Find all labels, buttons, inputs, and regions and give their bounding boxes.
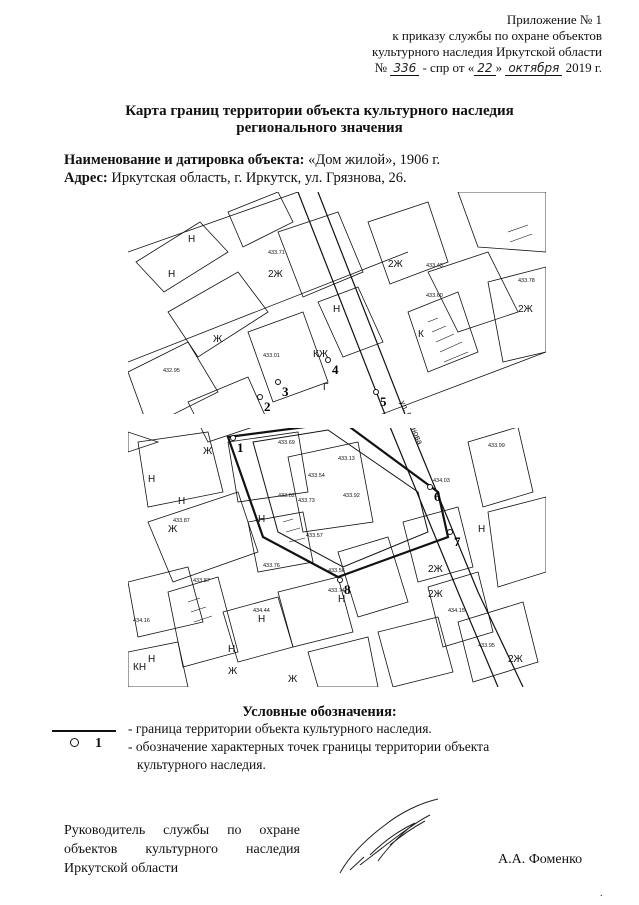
elevation-mark: 433.57 xyxy=(306,533,323,539)
elevation-mark: 433.01 xyxy=(263,353,280,359)
building-label: Ж xyxy=(288,674,298,685)
building-label: Н xyxy=(148,474,156,485)
object-info xyxy=(64,151,440,187)
building-label: Ж xyxy=(168,524,178,535)
heritage-boundary xyxy=(228,422,448,577)
elevation-mark: 433.92 xyxy=(343,493,360,499)
elevation-mark: 433.78 xyxy=(518,278,535,284)
elevation-mark: 433.43 xyxy=(426,263,443,269)
elevation-mark: 433.87 xyxy=(173,518,190,524)
elevation-mark: 434.15 xyxy=(448,608,465,614)
order-date-prefix: - спр от « xyxy=(422,60,475,75)
title-line-1: Карта границ территории объекта культурного наследия xyxy=(125,103,514,119)
document-title xyxy=(0,103,639,137)
order-day-handwritten: 22 xyxy=(474,62,495,76)
building-label: Ж xyxy=(213,334,223,345)
building-label: 2Ж xyxy=(388,259,403,270)
elevation-mark: 433.82 xyxy=(278,493,295,499)
elevation-mark: 433.87 xyxy=(193,578,210,584)
elevation-mark: 433.76 xyxy=(263,563,280,569)
boundary-point-marker xyxy=(448,530,453,535)
appendix-order-ref: к приказу службы по охране объектов xyxy=(392,28,602,43)
signatory-role-line-2: объектов культурного наследия xyxy=(64,842,300,857)
signatory-role xyxy=(64,821,300,878)
elevation-mark: 433.71 xyxy=(268,250,285,256)
legend-item-points-1: - обозначение характерных точек границы территории объекта xyxy=(128,739,490,754)
boundary-point-marker xyxy=(428,485,433,490)
elevation-mark: 434.16 xyxy=(133,618,150,624)
boundary-map xyxy=(128,192,546,687)
signatory-role-line-1: Руководитель службы по охране xyxy=(64,823,300,838)
footer-mark: . xyxy=(600,888,603,899)
building-label: Н xyxy=(188,234,196,245)
boundary-points xyxy=(231,358,462,598)
building-label: 2Ж xyxy=(508,654,523,665)
building-label: Н xyxy=(168,269,176,280)
building-label: Н xyxy=(478,524,486,535)
appendix-header xyxy=(342,12,602,76)
boundary-point-marker xyxy=(231,436,236,441)
boundary-point-number: 6 xyxy=(434,489,441,504)
boundary-point-marker xyxy=(276,380,281,385)
appendix-number: Приложение № 1 xyxy=(506,12,602,27)
building-label: Ж xyxy=(228,666,238,677)
elevation-mark: 433.74 xyxy=(328,588,345,594)
elevation-mark: 433.56 xyxy=(328,568,345,574)
order-day-close: » xyxy=(495,60,503,75)
object-address-label: Адрес: xyxy=(64,170,108,186)
order-number-prefix: № xyxy=(374,60,388,75)
boundary-point-number: 5 xyxy=(380,394,387,409)
building-label: 2Ж xyxy=(428,589,443,600)
building-label: 2Ж xyxy=(428,564,443,575)
elevation-mark: 433.69 xyxy=(278,440,295,446)
order-number-handwritten: 336 xyxy=(390,62,419,76)
order-year: 2019 г. xyxy=(565,60,602,75)
building-label: Н xyxy=(333,304,341,315)
map-parcels xyxy=(128,192,546,687)
elevation-mark: 434.44 xyxy=(253,608,270,614)
building-label: Н xyxy=(228,644,236,655)
map-sheet-gap xyxy=(128,414,546,428)
map-labels xyxy=(133,234,535,685)
elevation-mark: 433.54 xyxy=(308,473,325,479)
appendix-agency: культурного наследия Иркутской области xyxy=(371,44,602,59)
building-label: Ж xyxy=(203,446,213,457)
object-name-label: Наименование и датировка объекта: xyxy=(64,152,305,168)
building-label: Н xyxy=(178,496,186,507)
legend-item-points-2: культурного наследия. xyxy=(137,757,266,772)
boundary-point-marker xyxy=(258,395,263,400)
legend-title: Условные обозначения: xyxy=(242,704,397,720)
handwritten-signature xyxy=(330,795,450,885)
elevation-mark: 433.73 xyxy=(298,498,315,504)
boundary-point-number: 7 xyxy=(454,534,461,549)
building-label: 2Ж xyxy=(518,304,533,315)
elevation-mark: 433.99 xyxy=(488,443,505,449)
boundary-point-number: 4 xyxy=(332,362,339,377)
legend-boundary-line-symbol xyxy=(52,730,116,732)
legend-point-symbol xyxy=(70,738,79,747)
object-name-line xyxy=(64,151,440,169)
object-name-value: «Дом жилой», 1906 г. xyxy=(304,152,441,168)
title-line-2: регионального значения xyxy=(236,120,403,136)
building-label: Н xyxy=(338,594,346,605)
boundary-point-number: 2 xyxy=(264,399,271,414)
legend-point-number: 1 xyxy=(95,736,102,751)
building-label: КН xyxy=(133,662,147,673)
building-label: Н xyxy=(258,614,266,625)
boundary-point-number: 1 xyxy=(237,440,244,455)
elevation-mark: 433.60 xyxy=(426,293,443,299)
map-drawing xyxy=(128,192,546,687)
boundary-point-number: 3 xyxy=(282,384,289,399)
legend-item-boundary: - граница территории объекта культурного наследия. xyxy=(128,721,432,736)
building-label: Г xyxy=(323,382,329,393)
building-label: Н xyxy=(258,514,266,525)
boundary-point-marker xyxy=(374,390,379,395)
object-address-value: Иркутская область, г. Иркутск, ул. Грязнова, 26. xyxy=(107,170,407,186)
object-address-line xyxy=(64,169,440,187)
building-label: К xyxy=(418,329,424,340)
signatory-name: А.А. Фоменко xyxy=(498,852,583,867)
signatory-role-line-3: Иркутской области xyxy=(64,861,179,876)
elevation-mark: 433.95 xyxy=(478,643,495,649)
building-label: 2Ж xyxy=(268,269,283,280)
boundary-point-number: 8 xyxy=(344,582,351,597)
building-label: КЖ xyxy=(313,349,329,360)
order-number-line xyxy=(342,60,602,76)
elevation-mark: 433.13 xyxy=(338,456,355,462)
boundary-point-marker xyxy=(338,578,343,583)
order-month-handwritten: октября xyxy=(505,62,562,76)
elevation-mark: 434.03 xyxy=(433,478,450,484)
elevation-mark: 432.95 xyxy=(163,368,180,374)
building-label: Н xyxy=(148,654,156,665)
